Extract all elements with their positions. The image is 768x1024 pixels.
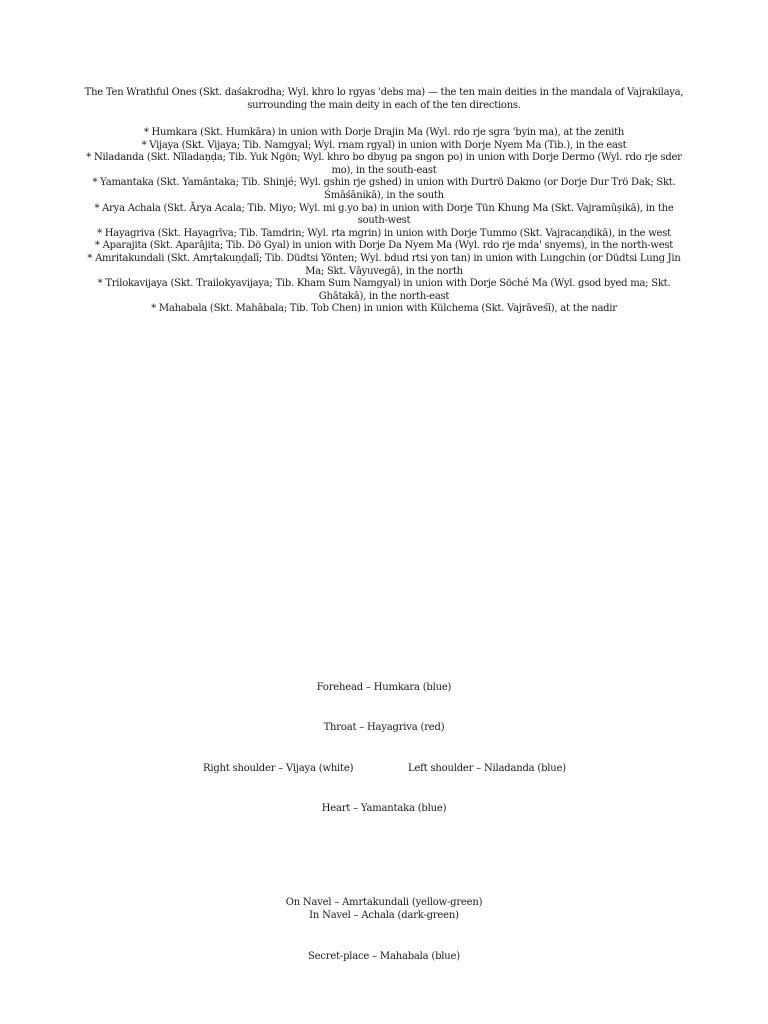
deity-item-amritakundali: * Amritakundali (Skt. Amṛtakuṇḍalī; Tib. Düdtsi Yönten; Wyl. bdud rtsi yon tan) in union with Lungchin (or Düdtsi Lung Jin Ma; Skt. Vāyuvegā), in the north [87, 252, 681, 277]
deity-item-niladanda: * Niladanda (Skt. Nīladaṇḍa; Tib. Yuk Ngön; Wyl. khro bo dbyug pa sngon po) in union with Dorje Dermo (Wyl. rdo rje sder mo), in the south-east [86, 152, 682, 176]
placement-in-navel: In Navel – Achala (dark-green) [309, 910, 459, 921]
placement-throat: Throat – Hayagriva (red) [323, 722, 445, 733]
placement-left-shoulder: Left shoulder – Niladanda (blue) [408, 763, 566, 774]
placement-secret-place: Secret-place – Mahabala (blue) [308, 951, 460, 962]
deity-item-aparajita: * Aparajita (Skt. Aparājita; Tib. Dö Gyal) in union with Dorje Da Nyem Ma (Wyl. rdo rje mda' snyems), in the north-west [94, 240, 674, 252]
placement-forehead: Forehead – Humkara (blue) [316, 682, 452, 693]
deity-item-hayagriva: * Hayagriva (Skt. Hayagrīva; Tib. Tamdrin; Wyl. rta mgrin) in union with Dorje Tummo (Skt. Vajracaṇḍikā), in the west [97, 227, 671, 239]
intro-text: The Ten Wrathful Ones (Skt. daśakrodha; Wyl. khro lo rgyas 'debs ma) — the ten main deities in the mandala of Vajrakilaya, surrounding the main deity in each of the ten directions. [84, 87, 684, 111]
deity-item-yamantaka: * Yamantaka (Skt. Yamāntaka; Tib. Shinjé; Wyl. gshin rje gshed) in union with Durtrö Dakmo (or Dorje Dur Trö Dak; Skt. Śmāśānikā), in the south [92, 177, 676, 201]
placement-right-shoulder: Right shoulder – Vijaya (white) [203, 763, 354, 774]
placement-on-navel: On Navel – Amrtakundali (yellow-green) [285, 897, 483, 908]
deity-item-humkara: * Humkara (Skt. Humkāra) in union with Dorje Drajin Ma (Wyl. rdo rje sgra 'byin ma), at the zenith [143, 127, 625, 138]
deity-item-mahabala: * Mahabala (Skt. Mahābala; Tib. Tob Chen) in union with Külchema (Skt. Vajrāveśī), at the nadir [151, 303, 617, 315]
placement-heart: Heart – Yamantaka (blue) [321, 803, 447, 814]
deity-item-arya-achala: * Arya Achala (Skt. Ārya Acala; Tib. Miyo; Wyl. mi g.yo ba) in union with Dorje Tün Khung Ma (Skt. Vajramūṣikā), in the south-west [94, 202, 674, 227]
deity-item-vijaya: * Vijaya (Skt. Vijaya; Tib. Namgyal; Wyl. rnam rgyal) in union with Dorje Nyem Ma (Tib.), in the east [141, 139, 627, 151]
deity-item-trilokavijaya: * Trilokavijaya (Skt. Trailokyavijaya; Tib. Kham Sum Namgyal) in union with Dorje Söché Ma (Wyl. gsod byed ma; Skt. Ghātakā), in the north-east [97, 278, 671, 302]
